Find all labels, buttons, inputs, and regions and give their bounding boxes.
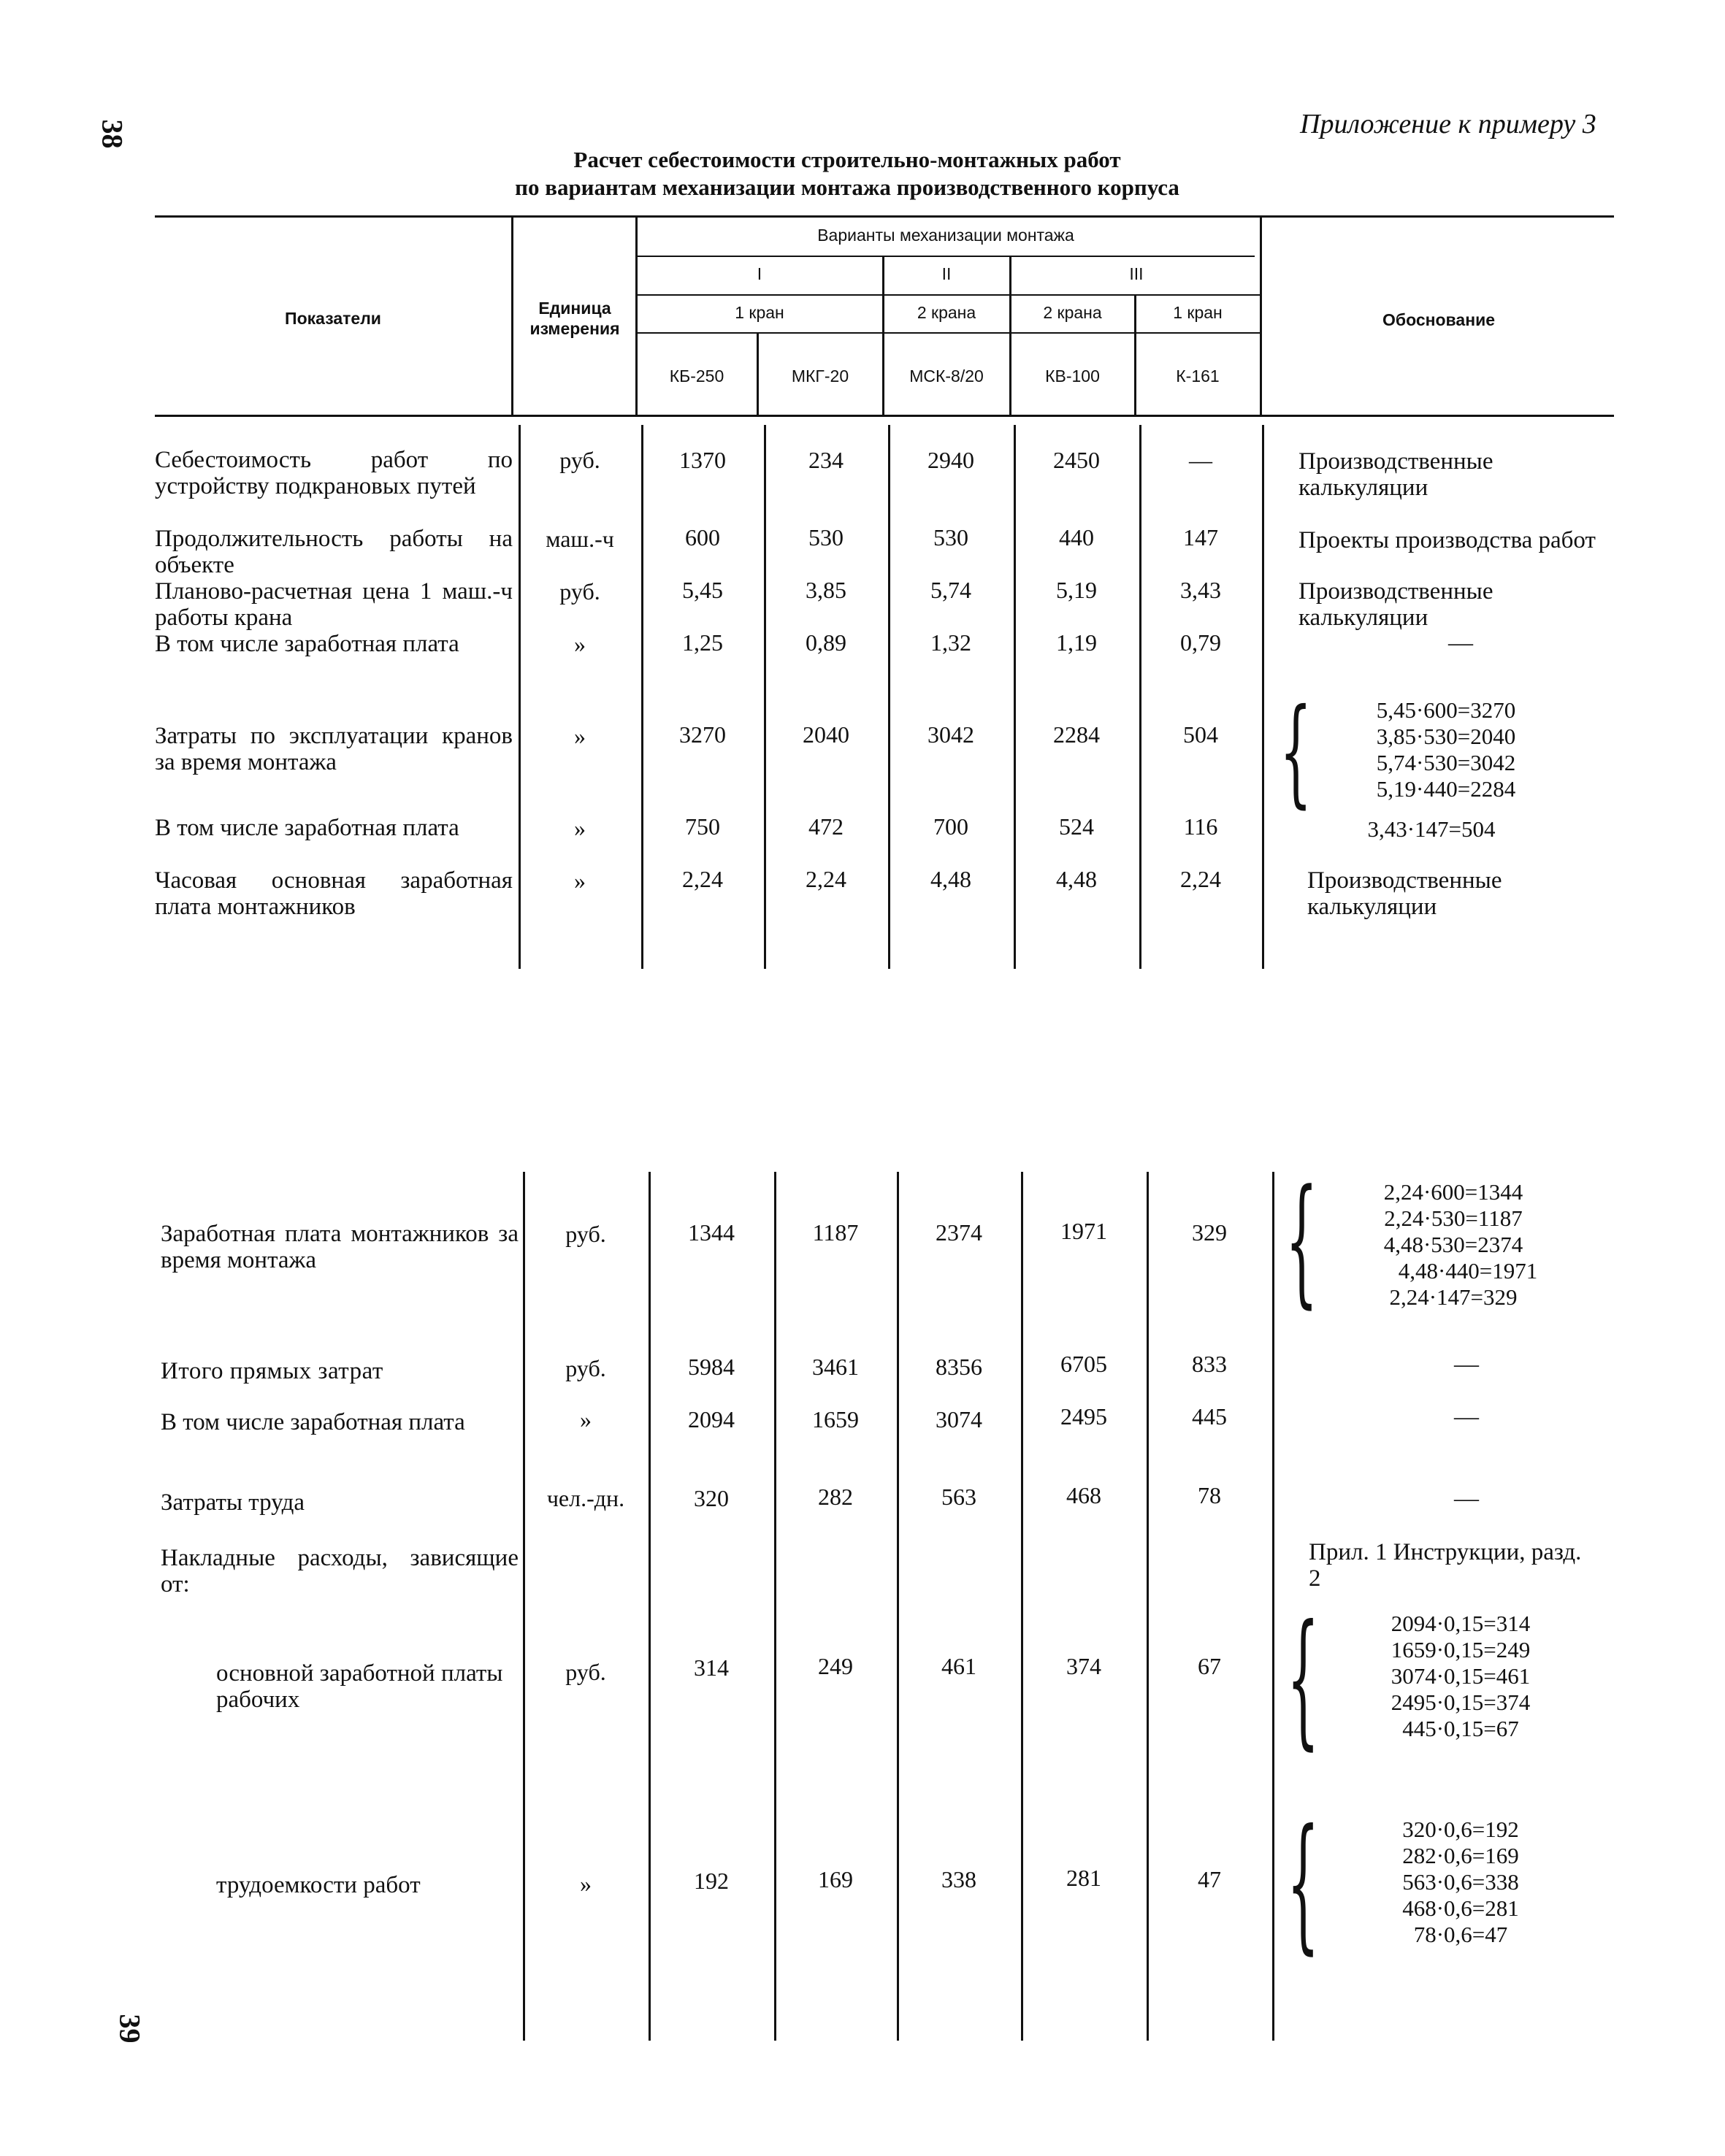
title-line-2: по вариантам механизации монтажа производственного корпуса (515, 174, 1179, 200)
row-basis: Производственные калькуляции (1298, 578, 1493, 631)
brace-symbol: { (1285, 1159, 1318, 1322)
value-cell: 530 (808, 524, 844, 550)
value-cell: 116 (1183, 813, 1218, 840)
header-model-4: КВ-100 (1045, 367, 1100, 385)
value-cell: 468 (1066, 1482, 1101, 1508)
appendix-label: Приложение к примеру 3 (1300, 109, 1596, 139)
value-cell: 2495 (1060, 1403, 1107, 1430)
row-unit: » (574, 723, 586, 749)
value-cell: 833 (1192, 1351, 1227, 1377)
header-cranes-3: 2 крана (1043, 303, 1102, 322)
header-unit: Единица измерения (529, 299, 620, 338)
formula-line: 2495·0,15=374 (1391, 1689, 1531, 1715)
row-unit: » (574, 815, 586, 841)
row-unit: » (580, 1406, 592, 1432)
header-basis: Обоснование (1382, 310, 1496, 329)
value-cell: 1971 (1060, 1218, 1107, 1244)
value-cell: 47 (1198, 1866, 1221, 1892)
col-divider (1147, 1172, 1149, 2041)
row-label: В том числе заработная плата (155, 631, 459, 657)
value-cell: 0,89 (806, 629, 846, 656)
row-label: Себестоимость работ по устройству подкрановых путей (155, 447, 513, 499)
row-unit: чел.-дн. (546, 1485, 625, 1511)
value-cell: 563 (941, 1484, 976, 1510)
value-cell: 750 (685, 813, 720, 840)
header-cranes-4: 1 кран (1173, 303, 1223, 322)
row-label: Затраты по эксплуатации кранов за время монтажа (155, 723, 513, 775)
row-label: Накладные расходы, зависящие от: (161, 1545, 519, 1597)
value-cell: 338 (941, 1866, 976, 1892)
row-basis: 3,43·147=504 (1367, 816, 1496, 842)
row-unit: маш.-ч (546, 526, 614, 552)
header-variant-2: II (941, 264, 952, 283)
formula-line: 2,24·147=329 (1389, 1284, 1518, 1310)
row-basis: Проекты производства работ (1298, 527, 1596, 553)
formula-line: 2094·0,15=314 (1391, 1611, 1531, 1636)
header-variant-3: III (1129, 264, 1144, 283)
row-basis: Прил. 1 Инструкции, разд. 2 (1309, 1539, 1582, 1592)
value-cell: 0,79 (1180, 629, 1221, 656)
value-cell: 169 (818, 1866, 853, 1892)
col-divider (1260, 217, 1262, 415)
formula-line: 4,48·440=1971 (1398, 1258, 1538, 1284)
header-cranes-1: 1 кран (735, 303, 784, 322)
brace-symbol: { (1280, 683, 1312, 820)
brace-symbol: { (1287, 1798, 1320, 1968)
formula-line: 5,45·600=3270 (1376, 697, 1516, 723)
row-unit: руб. (565, 1221, 606, 1247)
header-model-1: КБ-250 (669, 367, 724, 385)
formula-line: 5,74·530=3042 (1376, 750, 1516, 775)
header-indicators: Показатели (285, 309, 381, 328)
value-cell: 700 (933, 813, 968, 840)
variants-rule (637, 256, 1255, 257)
value-cell: 5,19 (1056, 577, 1097, 603)
row-unit: руб. (565, 1659, 606, 1685)
value-cell: 600 (685, 524, 720, 550)
formula-line: 320·0,6=192 (1402, 1817, 1519, 1842)
col-divider (774, 1172, 776, 2041)
value-cell: 504 (1183, 721, 1218, 748)
brace-symbol: { (1287, 1594, 1320, 1764)
row-label: В том числе заработная плата (161, 1409, 465, 1435)
row-basis: Производственные калькуляции (1298, 448, 1493, 501)
row-basis: — (1454, 1485, 1479, 1512)
formula-line: 2,24·530=1187 (1384, 1205, 1523, 1231)
header-bottom-rule (155, 415, 1614, 417)
value-cell: 329 (1192, 1219, 1227, 1246)
value-cell: 440 (1059, 524, 1094, 550)
value-cell: 2,24 (1180, 866, 1221, 892)
row-unit: руб. (559, 578, 600, 605)
value-cell: 67 (1198, 1653, 1221, 1679)
value-cell: 78 (1198, 1482, 1221, 1508)
col-divider (1262, 425, 1264, 969)
value-cell: 249 (818, 1653, 853, 1679)
value-cell: 2,24 (806, 866, 846, 892)
value-cell: 3270 (679, 721, 726, 748)
value-cell: 192 (694, 1868, 729, 1894)
formula-line: 3074·0,15=461 (1391, 1663, 1531, 1689)
value-cell: 472 (808, 813, 844, 840)
col-divider (1021, 1172, 1023, 2041)
value-cell: 3,85 (806, 577, 846, 603)
row-basis: — (1448, 629, 1473, 656)
crane-count-rule (637, 332, 1262, 334)
col-divider (649, 1172, 651, 2041)
formula-line: 468·0,6=281 (1402, 1895, 1519, 1921)
row-label: трудоемкости работ (216, 1872, 421, 1898)
formula-line: 282·0,6=169 (1402, 1843, 1519, 1868)
page-number-top: 38 (96, 119, 129, 149)
value-cell: 1344 (688, 1219, 735, 1246)
value-cell: 1659 (812, 1406, 859, 1432)
value-cell: 8356 (936, 1354, 982, 1380)
value-cell: 524 (1059, 813, 1094, 840)
row-unit: » (574, 631, 586, 657)
header-model-2: МКГ-20 (791, 367, 849, 385)
value-cell: 1,19 (1056, 629, 1097, 656)
header-variants: Варианты механизации монтажа (817, 226, 1074, 245)
value-cell: 1,25 (682, 629, 723, 656)
formula-line: 4,48·530=2374 (1383, 1232, 1523, 1257)
formula-line: 3,85·530=2040 (1376, 724, 1516, 749)
title-line-1: Расчет себестоимости строительно-монтажных работ (573, 147, 1121, 172)
formula-line: 78·0,6=47 (1413, 1922, 1508, 1947)
header-variant-1: I (757, 264, 762, 283)
value-cell: 445 (1192, 1403, 1227, 1430)
value-cell: 2284 (1053, 721, 1100, 748)
formula-line: 5,19·440=2284 (1376, 776, 1516, 802)
page-number-bottom: 39 (113, 2014, 147, 2044)
value-cell: 234 (808, 447, 844, 473)
formula-line: 445·0,15=67 (1402, 1716, 1519, 1741)
value-cell: 314 (694, 1654, 729, 1681)
formula-line: 2,24·600=1344 (1383, 1179, 1523, 1205)
value-cell: 147 (1183, 524, 1218, 550)
value-cell: 5984 (688, 1354, 735, 1380)
value-cell: 1370 (679, 447, 726, 473)
formula-line: 563·0,6=338 (1402, 1869, 1519, 1895)
value-cell: 2040 (803, 721, 849, 748)
value-cell: — (1189, 447, 1212, 473)
row-label: Продолжительность работы на объекте (155, 526, 513, 578)
value-cell: 2,24 (682, 866, 723, 892)
value-cell: 1,32 (930, 629, 971, 656)
row-unit: » (580, 1871, 592, 1897)
row-unit: руб. (565, 1355, 606, 1381)
row-basis: Производственные калькуляции (1307, 867, 1502, 920)
value-cell: 3461 (812, 1354, 859, 1380)
value-cell: 530 (933, 524, 968, 550)
value-cell: 4,48 (1056, 866, 1097, 892)
row-label: Часовая основная заработная плата монтажников (155, 867, 513, 920)
value-cell: 3074 (936, 1406, 982, 1432)
header-top-rule (155, 215, 1614, 218)
row-unit: » (574, 867, 586, 894)
value-cell: 281 (1066, 1865, 1101, 1891)
header-cranes-2: 2 крана (917, 303, 976, 322)
value-cell: 461 (941, 1653, 976, 1679)
value-cell: 6705 (1060, 1351, 1107, 1377)
value-cell: 2374 (936, 1219, 982, 1246)
row-unit: руб. (559, 447, 600, 473)
row-basis: — (1454, 1403, 1479, 1430)
value-cell: 1187 (812, 1219, 859, 1246)
value-cell: 5,45 (682, 577, 723, 603)
col-divider (523, 1172, 525, 2041)
col-divider (1272, 1172, 1274, 2041)
header-model-3: МСК-8/20 (909, 367, 984, 385)
col-divider (897, 1172, 899, 2041)
row-label: Планово-расчетная цена 1 маш.-ч работы крана (155, 578, 513, 631)
row-basis: — (1454, 1351, 1479, 1378)
value-cell: 4,48 (930, 866, 971, 892)
row-label: В том числе заработная плата (155, 815, 459, 841)
value-cell: 2450 (1053, 447, 1100, 473)
value-cell: 2094 (688, 1406, 735, 1432)
formula-line: 1659·0,15=249 (1391, 1637, 1531, 1662)
row-label: основной заработной платы рабочих (216, 1660, 503, 1713)
row-label: Итого прямых затрат (161, 1358, 383, 1384)
header-model-5: К-161 (1176, 367, 1220, 385)
value-cell: 282 (818, 1484, 853, 1510)
value-cell: 374 (1066, 1653, 1101, 1679)
col-divider (511, 217, 513, 415)
value-cell: 320 (694, 1485, 729, 1511)
variant-numbers-rule (637, 294, 1262, 296)
value-cell: 3,43 (1180, 577, 1221, 603)
value-cell: 2940 (927, 447, 974, 473)
row-label: Заработная плата монтажников за время монтажа (161, 1221, 519, 1273)
row-label: Затраты труда (161, 1489, 305, 1516)
value-cell: 5,74 (930, 577, 971, 603)
value-cell: 3042 (927, 721, 974, 748)
